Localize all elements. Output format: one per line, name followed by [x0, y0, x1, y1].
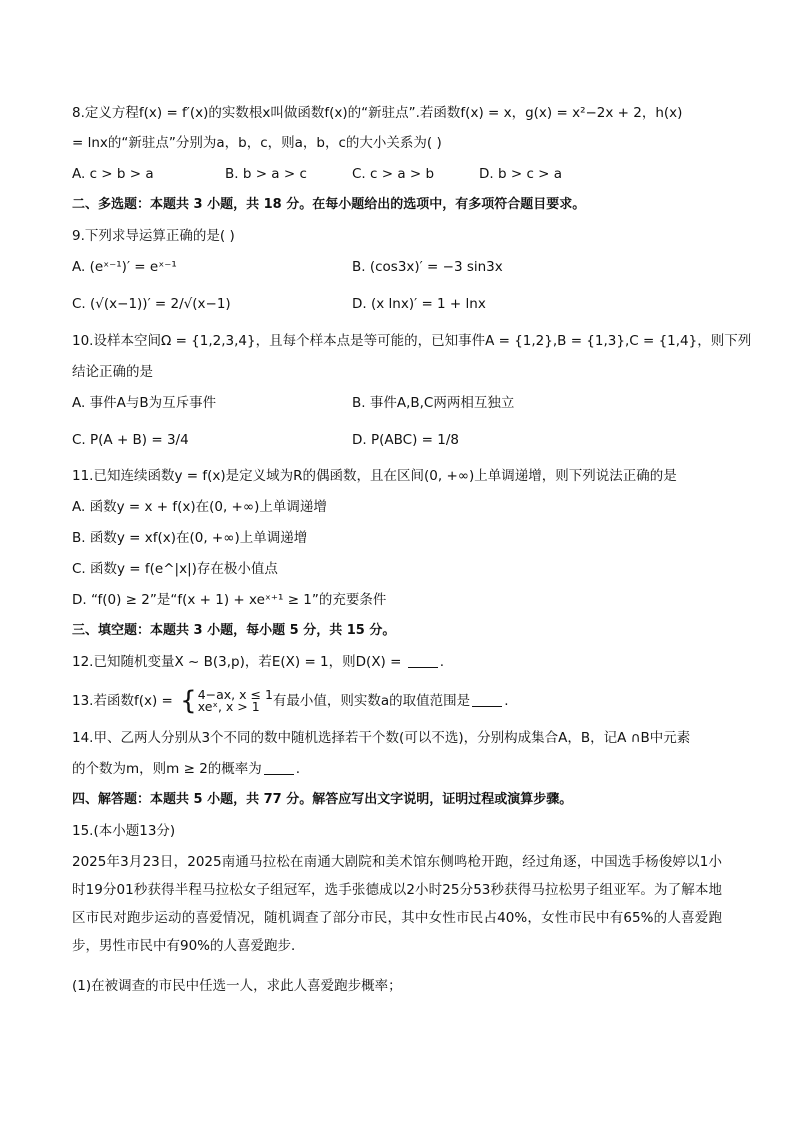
q11-option-b: B. 函数y = xf(x)在(0, +∞)上单调递增: [72, 530, 308, 546]
q9-option-a: A. (eˣ⁻¹)′ = eˣ⁻¹: [72, 259, 177, 275]
q15-body: 2025年3月23日，2025南通马拉松在南通大剧院和美术馆东侧鸣枪开跑，经过角逐，中国选手杨俊婷以1小时19分01秒获得半程马拉松女子组冠军，选手张德成以2小时25分53秒获得马拉松男子组亚军。为了解本地区市民对跑步运动的喜爱情况，随机调查了部分市民，其中女性市民占40%，女性市民中有65%的人喜爱跑步，男性市民中有90%的人喜爱跑步．: [72, 854, 722, 954]
q14-line2: [72, 759, 722, 779]
piecewise-cases: [198, 689, 273, 713]
q10-line2: 结论正确的是: [72, 364, 153, 380]
q12-end: .: [439, 654, 445, 670]
q8-option-c: C. c > a > b: [352, 166, 435, 182]
q13-text: 13.若函数f(x) =: [72, 693, 173, 709]
q14-end: .: [295, 761, 301, 777]
piecewise-brace: {: [180, 686, 197, 716]
q12-answer-blank: [408, 655, 438, 668]
q14-text: 的个数为m，则m ≥ 2的概率为: [72, 761, 262, 777]
q9-option-d: D. (x lnx)′ = 1 + lnx: [352, 296, 486, 312]
q13-end: .: [504, 693, 509, 709]
q11-option-c: C. 函数y = f(e^|x|)存在极小值点: [72, 561, 278, 577]
q10-line1: 10.设样本空间Ω = {1,2,3,4}，且每个样本点是等可能的，已知事件A = {1,2},B = {1,3},C = {1,4}，则下列: [72, 333, 752, 349]
q8-option-d: D. b > c > a: [479, 166, 563, 182]
q11-option-d: D. “f(0) ≥ 2”是“f(x + 1) + xeˣ⁺¹ ≥ 1”的充要条件: [72, 592, 387, 608]
q9-option-b: B. (cos3x)′ = −3 sin3x: [352, 259, 503, 275]
q9-option-c: C. (√(x−1))′ = 2/√(x−1): [72, 296, 231, 312]
q15-part1: (1)在被调查的市民中任选一人，求此人喜爱跑步概率；: [72, 978, 402, 994]
q9-stem: 9.下列求导运算正确的是( ): [72, 228, 235, 244]
q11-option-a: A. 函数y = x + f(x)在(0, +∞)上单调递增: [72, 499, 327, 515]
q13-line: [72, 688, 722, 714]
q8-option-b: B. b > a > c: [225, 166, 307, 182]
section-heading-solutions: 四、解答题：本题共 5 小题，共 77 分。解答应写出文字说明，证明过程或演算步骤。: [72, 792, 573, 807]
q14-line1: 14.甲、乙两人分别从3个不同的数中随机选择若干个数(可以不选)，分别构成集合A，B，记A ∩B中元素: [72, 730, 691, 746]
q13-answer-blank: [472, 694, 502, 707]
q15-title: 15.(本小题13分): [72, 823, 176, 839]
q8-line2: = lnx的“新驻点”分别为a，b，c，则a，b，c的大小关系为( ): [72, 135, 442, 151]
q8-option-a: A. c > b > a: [72, 166, 154, 182]
q12-line: [72, 652, 722, 672]
q13-case1: 4−ax, x ≤ 1: [197, 687, 273, 702]
q10-option-a: A. 事件A与B为互斥事件: [72, 395, 217, 411]
q10-option-b: B. 事件A,B,C两两相互独立: [352, 395, 515, 411]
q14-answer-blank: [264, 762, 294, 775]
q8-line1: 8.定义方程f(x) = f′(x)的实数根x叫做函数f(x)的“新驻点”.若函数f(x) = x，g(x) = x²−2x + 2，h(x): [72, 105, 683, 121]
q10-option-c: C. P(A + B) = 3/4: [72, 432, 189, 448]
section-heading-multiple-choice: 二、多选题：本题共 3 小题，共 18 分。在每小题给出的选项中，有多项符合题目要求。: [72, 197, 586, 212]
q11-stem: 11.已知连续函数y = f(x)是定义域为R的偶函数，且在区间(0, +∞)上单调递增，则下列说法正确的是: [72, 468, 677, 484]
q12-text: 12.已知随机变量X ~ B(3,p)，若E(X) = 1，则D(X) =: [72, 654, 406, 670]
section-heading-fill-in: 三、填空题：本题共 3 小题，每小题 5 分，共 15 分。: [72, 623, 396, 638]
q13-text-after: 有最小值，则实数a的取值范围是: [272, 693, 471, 709]
q10-option-d: D. P(ABC) = 1/8: [352, 432, 459, 448]
q13-case2: xeˣ, x > 1: [197, 699, 260, 714]
